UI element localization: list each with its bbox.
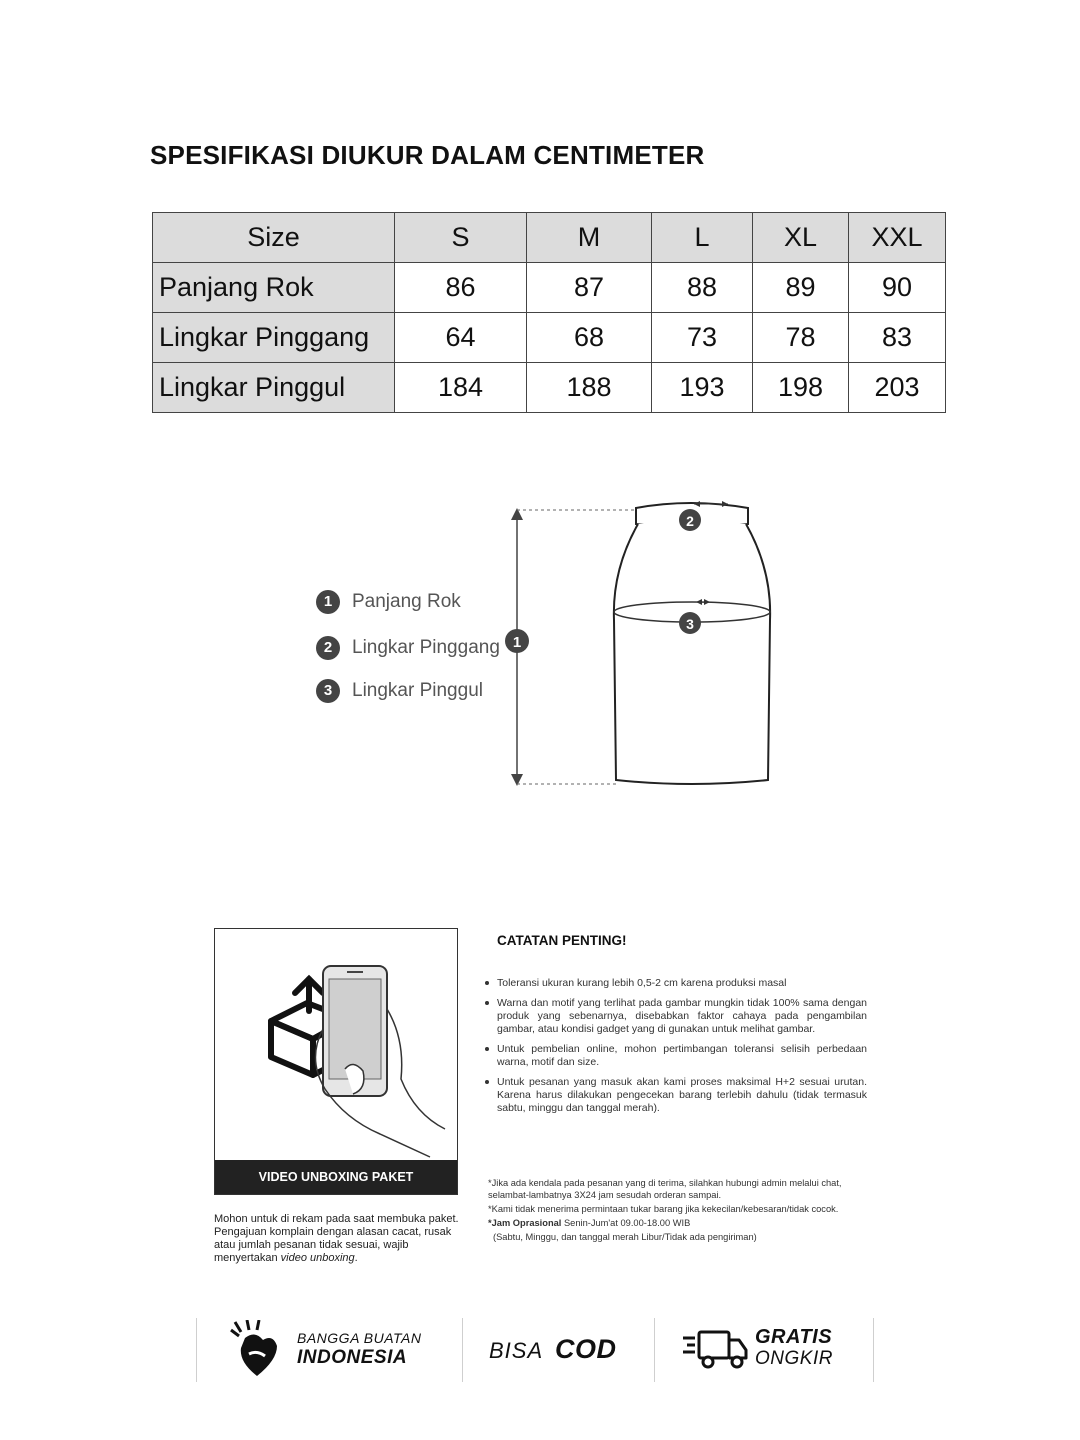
table-header-row	[153, 213, 946, 263]
legend-label: Lingkar Pinggang	[352, 637, 500, 658]
header-cell: Size	[153, 213, 395, 263]
table-cell: 78	[753, 313, 849, 363]
table-cell: 188	[527, 363, 652, 413]
table-cell: 68	[527, 313, 652, 363]
note-item: Untuk pembelian online, mohon pertimbangan toleransi selisih perbedaan warna, motif dan size.	[497, 1043, 867, 1068]
table-cell: 193	[652, 363, 753, 413]
badge-1-small-text: BANGGA BUATAN	[297, 1330, 422, 1346]
marker-3	[679, 612, 701, 634]
row-label: Lingkar Pinggang	[153, 313, 395, 363]
row-label: Lingkar Pinggul	[153, 363, 395, 413]
marker-1	[505, 629, 529, 653]
badge-cod	[462, 1318, 655, 1382]
table-cell: 203	[849, 363, 946, 413]
unboxing-label-bar: VIDEO UNBOXING PAKET	[215, 1160, 457, 1194]
note-item: Untuk pesanan yang masuk akan kami proses maksimal H+2 sesuai urutan. Karena harus dilakukan pengecekan barang terlebih dahulu (tidak termasuk sabtu, minggu dan tanggal merah).	[497, 1076, 867, 1114]
page-title: SPESIFIKASI DIUKUR DALAM CENTIMETER	[150, 140, 705, 170]
marker-1-label: 1	[512, 634, 522, 651]
legend-label: Lingkar Pinggul	[352, 680, 483, 701]
table-cell: 198	[753, 363, 849, 413]
notes-list	[482, 977, 867, 1115]
legend-label: Panjang Rok	[352, 591, 461, 612]
feature-badges	[196, 1318, 872, 1382]
skirt-outline-icon	[614, 503, 770, 784]
table-cell: 73	[652, 313, 753, 363]
header-cell: S	[395, 213, 527, 263]
table-cell: 83	[849, 313, 946, 363]
marker-3-label: 3	[686, 616, 694, 632]
table-cell: 64	[395, 313, 527, 363]
table-cell: 86	[395, 263, 527, 313]
footnote: *Kami tidak menerima permintaan tukar barang jika kekecilan/kebesaran/tidak cocok.	[488, 1204, 839, 1214]
legend-number-badge: 2	[316, 636, 340, 660]
table-cell: 90	[849, 263, 946, 313]
header-cell: L	[652, 213, 753, 263]
footnote-hours	[488, 1217, 873, 1229]
size-chart-table	[152, 212, 946, 413]
unboxing-desc-end: .	[354, 1252, 358, 1264]
header-cell: XXL	[849, 213, 946, 263]
footnote-hours-text: Senin-Jum'at 09.00-18.00 WIB	[561, 1218, 691, 1228]
table-row	[153, 263, 946, 313]
unboxing-description	[214, 1213, 464, 1265]
footnotes	[488, 1177, 873, 1245]
delivery-truck-icon	[681, 1328, 749, 1372]
marker-2-label: 2	[686, 513, 694, 529]
phone-box-icon	[215, 929, 456, 1159]
marker-2	[679, 509, 701, 531]
table-row	[153, 313, 946, 363]
important-notes	[482, 933, 867, 1122]
unboxing-desc-emphasis: video unboxing	[280, 1252, 355, 1264]
note-item: Warna dan motif yang terlihat pada gambar mungkin tidak 100% sama dengan produk yang sebenarnya, disebabkan faktor cahaya pada pengambilan gambar, atau kondisi gadget yang di gunakan untuk melihat gambar.	[497, 997, 867, 1035]
footnote: (Sabtu, Minggu, dan tanggal merah Libur/Tidak ada pengiriman)	[493, 1232, 757, 1242]
legend-number-badge: 3	[316, 679, 340, 703]
table-cell: 184	[395, 363, 527, 413]
skirt-diagram	[300, 490, 800, 800]
badge-3-large-text: GRATIS	[755, 1326, 833, 1348]
row-label: Panjang Rok	[153, 263, 395, 313]
table-cell: 89	[753, 263, 849, 313]
badge-free-shipping	[654, 1318, 874, 1382]
footnote: *Jika ada kendala pada pesanan yang di terima, silahkan hubungi admin melalui chat, selambat-lambatnya 3X24 jam sesudah orderan sampai.	[488, 1178, 842, 1200]
notes-title: CATATAN PENTING!	[497, 933, 627, 948]
badge-3-small-text: ONGKIR	[755, 1348, 833, 1369]
badge-1-large-text: INDONESIA	[297, 1347, 408, 1368]
table-cell: 88	[652, 263, 753, 313]
unboxing-illustration	[214, 928, 458, 1195]
table-row	[153, 363, 946, 413]
header-cell: XL	[753, 213, 849, 263]
header-cell: M	[527, 213, 652, 263]
heart-hand-icon	[227, 1320, 283, 1380]
legend-number-badge: 1	[316, 590, 340, 614]
table-cell: 87	[527, 263, 652, 313]
badge-2-large-text: COD	[555, 1334, 617, 1364]
unboxing-desc-text: Mohon untuk di rekam pada saat membuka paket. Pengajuan komplain dengan alasan cacat, rusak atau jumlah pesanan tidak sesuai, wajib menyertakan	[214, 1213, 459, 1264]
badge-2-small-text: BISA	[489, 1338, 544, 1363]
note-item: Toleransi ukuran kurang lebih 0,5-2 cm karena produksi masal	[497, 977, 867, 990]
badge-made-in-indonesia	[196, 1318, 463, 1382]
footnote-hours-label: *Jam Oprasional	[488, 1218, 562, 1228]
